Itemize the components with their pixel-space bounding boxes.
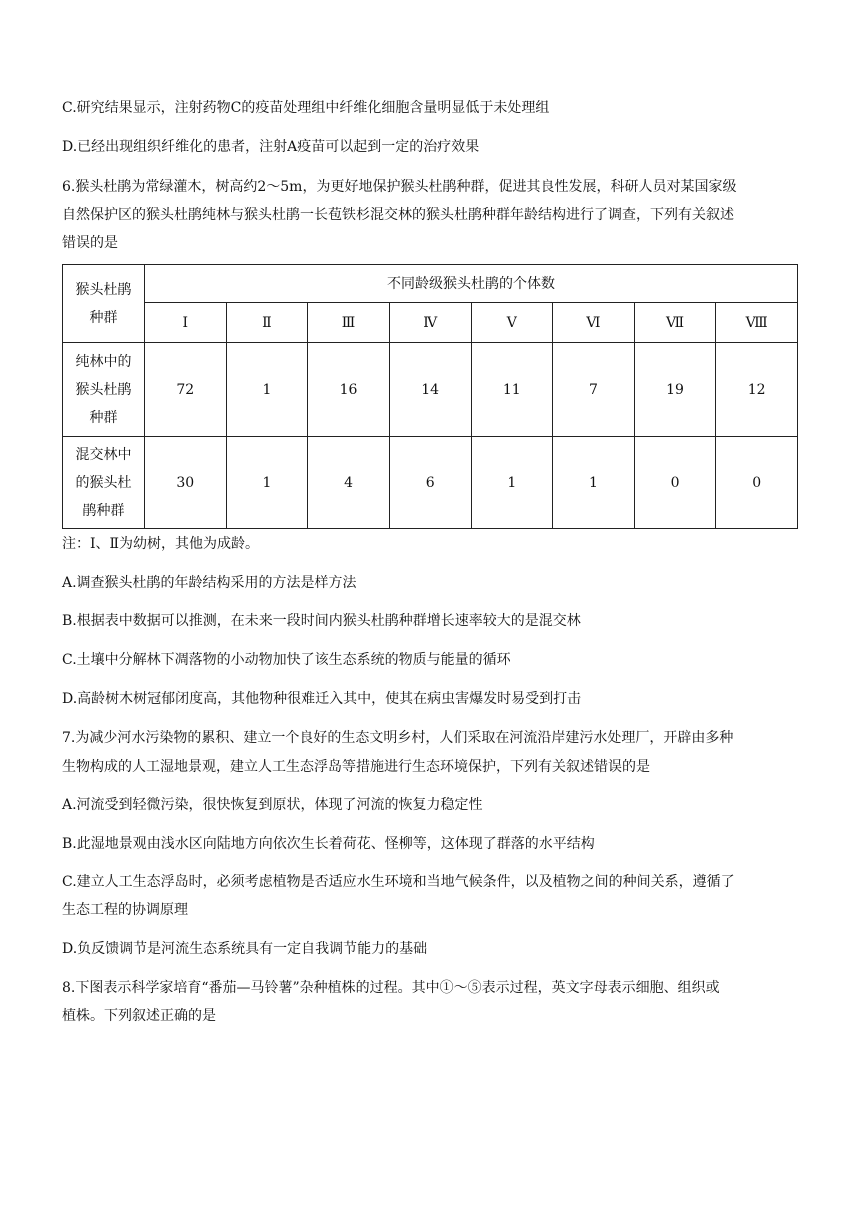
- table-cell: 0: [634, 437, 716, 529]
- table-header-group: 不同龄级猴头杜鹃的个体数: [145, 265, 798, 303]
- table-cell: 12: [716, 343, 798, 437]
- table-header-population: 猴头杜鹃 种群: [63, 265, 145, 343]
- q8-stem-line2: 植株。下列叙述正确的是: [62, 1008, 216, 1024]
- q7-option-d: D.负反馈调节是河流生态系统具有一定自我调节能力的基础: [62, 941, 428, 957]
- table-cell: 4: [308, 437, 390, 529]
- table-cell: 7: [553, 343, 635, 437]
- table-header-row: [63, 265, 798, 303]
- q6-option-a: A.调查猴头杜鹃的年龄结构采用的方法是样方法: [62, 575, 357, 591]
- class-header: I: [145, 303, 227, 343]
- class-header: Ⅳ: [389, 303, 471, 343]
- q6-option-d: D.高龄树木树冠郁闭度高，其他物种很难迁入其中，使其在病虫害爆发时易受到打击: [62, 691, 582, 707]
- table-cell: 19: [634, 343, 716, 437]
- q7-option-c-line2: 生态工程的协调原理: [62, 902, 188, 918]
- table-cell: 1: [471, 437, 553, 529]
- class-header: Ⅱ: [226, 303, 308, 343]
- q5-option-c: C.研究结果显示，注射药物C的疫苗处理组中纤维化细胞含量明显低于未处理组: [62, 100, 550, 116]
- class-header: V: [471, 303, 553, 343]
- q6-option-c: C.土壤中分解林下凋落物的小动物加快了该生态系统的物质与能量的循环: [62, 652, 511, 668]
- q8-stem-line1: 8.下图表示科学家培育“番茄—马铃薯”杂种植株的过程。其中①～⑤表示过程，英文字母表示细胞、组织或: [62, 980, 720, 996]
- q6-stem-line3: 错误的是: [62, 235, 118, 251]
- table-cell: 6: [389, 437, 471, 529]
- table-row: [63, 437, 798, 529]
- age-structure-table: [62, 264, 798, 529]
- table-cell: 1: [553, 437, 635, 529]
- q7-option-b: B.此湿地景观由浅水区向陆地方向依次生长着荷花、怪柳等，这体现了群落的水平结构: [62, 836, 595, 852]
- table-cell: 16: [308, 343, 390, 437]
- q6-stem-line2: 自然保护区的猴头杜鹃纯林与猴头杜鹃一长苞铁杉混交林的猴头杜鹃种群年龄结构进行了调查，下列有关叙述: [62, 207, 734, 223]
- table-cell: 72: [145, 343, 227, 437]
- q7-option-a: A.河流受到轻微污染，很快恢复到原状，体现了河流的恢复力稳定性: [62, 797, 483, 813]
- table-cell: 14: [389, 343, 471, 437]
- row-label: 纯林中的 猴头杜鹃 种群: [63, 343, 145, 437]
- class-header: Ⅶ: [634, 303, 716, 343]
- table-cell: 1: [226, 343, 308, 437]
- table-class-row: [63, 303, 798, 343]
- q6-stem-line1: 6.猴头杜鹃为常绿灌木，树高约2～5m，为更好地保护猴头杜鹃种群，促进其良性发展，科研人员对某国家级: [62, 179, 737, 195]
- q7-stem-line2: 生物构成的人工湿地景观，建立人工生态浮岛等措施进行生态环境保护，下列有关叙述错误的是: [62, 759, 650, 775]
- class-header: Ⅵ: [553, 303, 635, 343]
- class-header: Ⅷ: [716, 303, 798, 343]
- q7-option-c-line1: C.建立人工生态浮岛时，必须考虑植物是否适应水生环境和当地气候条件，以及植物之间的种间关系，遵循了: [62, 874, 735, 890]
- row-label: 混交林中 的猴头杜 鹃种群: [63, 437, 145, 529]
- table-cell: 0: [716, 437, 798, 529]
- q7-stem-line1: 7.为减少河水污染物的累积、建立一个良好的生态文明乡村，人们采取在河流沿岸建污水处理厂，开辟由多种: [62, 730, 734, 746]
- table-row: [63, 343, 798, 437]
- table-note: 注：I、Ⅱ为幼树，其他为成龄。: [62, 536, 260, 552]
- q6-option-b: B.根据表中数据可以推测，在未来一段时间内猴头杜鹃种群增长速率较大的是混交林: [62, 613, 581, 629]
- table-cell: 1: [226, 437, 308, 529]
- table-cell: 30: [145, 437, 227, 529]
- class-header: Ⅲ: [308, 303, 390, 343]
- q5-option-d: D.已经出现组织纤维化的患者，注射A疫苗可以起到一定的治疗效果: [62, 139, 480, 155]
- table-cell: 11: [471, 343, 553, 437]
